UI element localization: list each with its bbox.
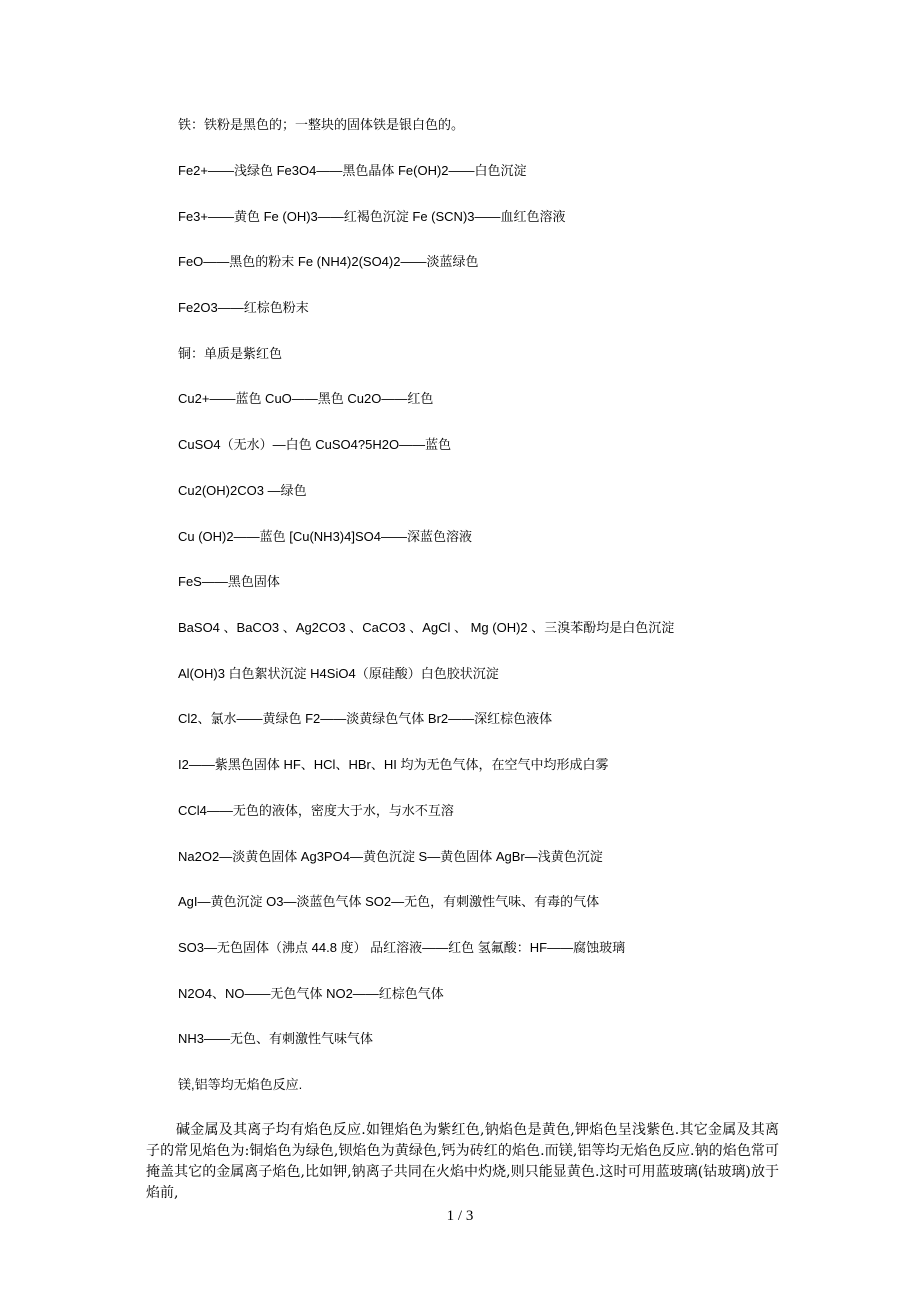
text-line: Al(OH)3 白色絮状沉淀 H4SiO4（原硅酸）白色胶状沉淀: [178, 666, 499, 681]
text-line: Fe2+——浅绿色 Fe3O4——黑色晶体 Fe(OH)2——白色沉淀: [178, 163, 527, 178]
text-line: FeO——黑色的粉末 Fe (NH4)2(SO4)2——淡蓝绿色: [178, 254, 479, 269]
text-line: Na2O2—淡黄色固体 Ag3PO4—黄色沉淀 S—黄色固体 AgBr—浅黄色沉淀: [178, 849, 603, 864]
text-line: SO3—无色固体（沸点 44.8 度） 品红溶液——红色 氢氟酸：HF——腐蚀玻璃: [178, 940, 626, 955]
body-paragraph: 碱金属及其离子均有焰色反应.如锂焰色为紫红色,钠焰色是黄色,钾焰色呈浅紫色.其它金属及其离子的常见焰色为:铜焰色为绿色,钡焰色为黄绿色,钙为砖红的焰色.而镁,铝等均无焰色反应.钠的焰色常可掩盖其它的金属离子焰色,比如钾,钠离子共同在火焰中灼烧,则只能显黄色.这时可用蓝玻璃(钴玻璃)放于焰前,: [146, 1122, 779, 1201]
text-line: 铁：铁粉是黑色的；一整块的固体铁是银白色的。: [178, 117, 465, 132]
text-line: FeS——黑色固体: [178, 574, 280, 589]
text-line: Cu (OH)2——蓝色 [Cu(NH3)4]SO4——深蓝色溶液: [178, 529, 472, 544]
text-line: BaSO4 、BaCO3 、Ag2CO3 、CaCO3 、AgCl 、 Mg (OH)2 、三溴苯酚均是白色沉淀: [178, 620, 675, 635]
text-line: NH3——无色、有刺激性气味气体: [178, 1031, 374, 1046]
text-line: Cl2、氯水——黄绿色 F2——淡黄绿色气体 Br2——深红棕色液体: [178, 711, 553, 726]
text-line: I2——紫黑色固体 HF、HCl、HBr、HI 均为无色气体，在空气中均形成白雾: [178, 757, 609, 772]
text-line: 铜：单质是紫红色: [178, 346, 283, 361]
text-line: N2O4、NO——无色气体 NO2——红棕色气体: [178, 986, 444, 1001]
text-line: Cu2+——蓝色 CuO——黑色 Cu2O——红色: [178, 391, 434, 406]
text-line: Fe3+——黄色 Fe (OH)3——红褐色沉淀 Fe (SCN)3——血红色溶液: [178, 209, 566, 224]
page-number: 1 / 3: [446, 1208, 474, 1224]
text-line: CuSO4（无水）—白色 CuSO4?5H2O——蓝色: [178, 437, 452, 452]
text-line: CCl4——无色的液体，密度大于水，与水不互溶: [178, 803, 454, 818]
text-line: AgI—黄色沉淀 O3—淡蓝色气体 SO2—无色，有刺激性气味、有毒的气体: [178, 894, 600, 909]
text-line: Fe2O3——红棕色粉末: [178, 300, 309, 315]
text-line: 镁,铝等均无焰色反应.: [178, 1077, 303, 1092]
text-line: Cu2(OH)2CO3 —绿色: [178, 483, 307, 498]
